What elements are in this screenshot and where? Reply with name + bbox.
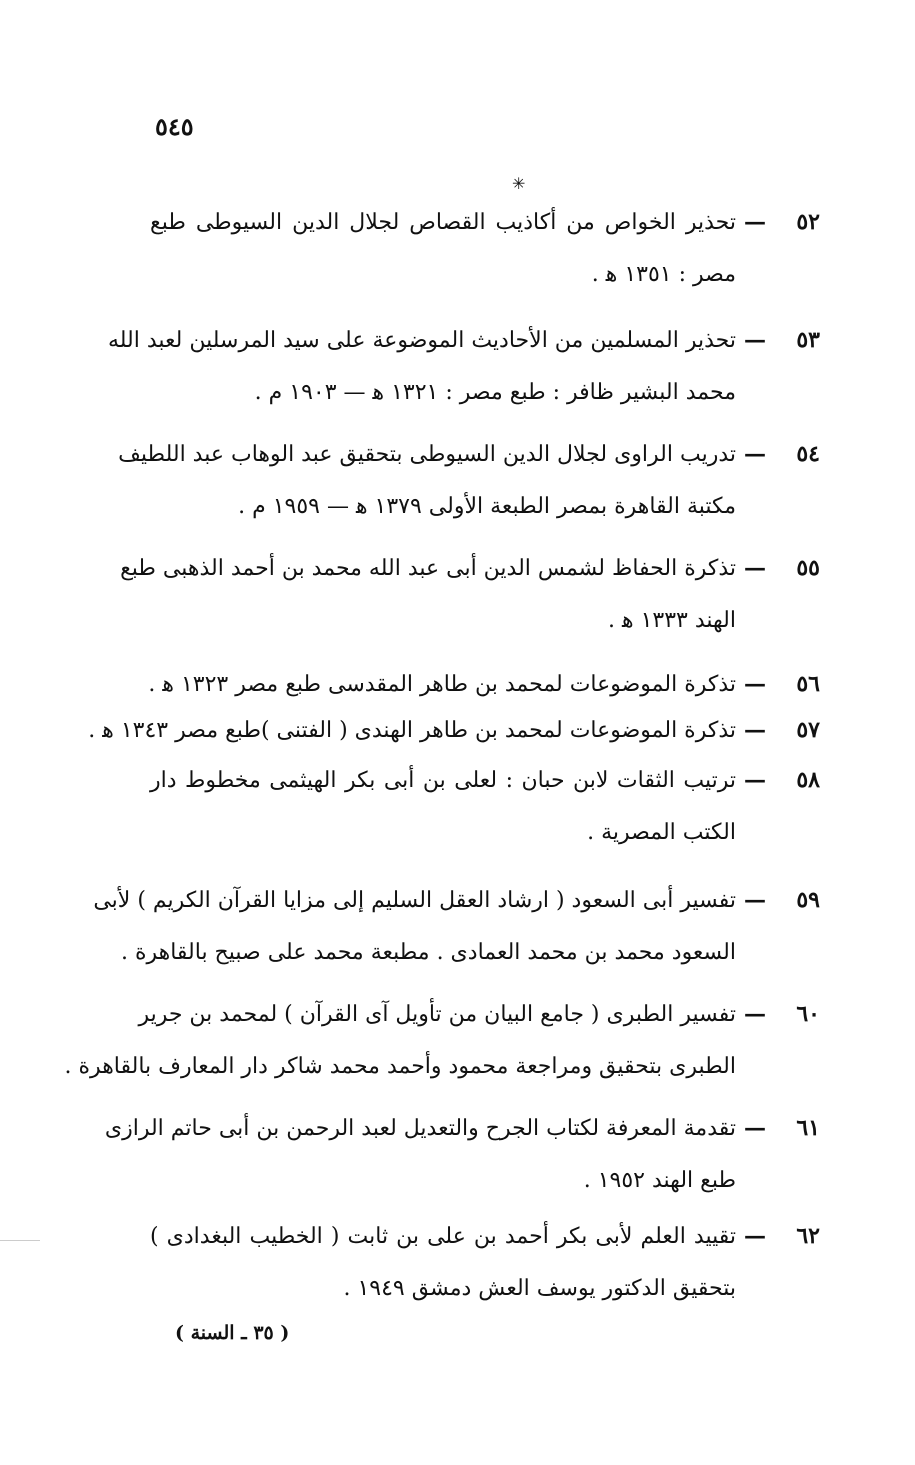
entry-text-line1: تذكرة الحفاظ لشمس الدين أبى عبد الله محمد بن أحمد الذهبى طبع [120,556,736,581]
page-number: ٥٤٥ [155,112,194,141]
entry-text-line2: محمد البشير ظافر : طبع مصر : ١٣٢١ ﻫ — ١٩٠٣ م . [254,380,736,405]
entry-number: ٥٧ [796,717,820,743]
bibliography-entry-53 [107,314,820,419]
entry-number: ٥٤ [796,441,820,467]
entry-text-line1: تقييد العلم لأبى بكر أحمد بن على بن ثابت ( الخطيب البغدادى ) [150,1224,736,1249]
bibliography-entry-58 [150,754,820,859]
entry-text-line1: تفسير أبى السعود ( ارشاد العقل السليم إلى مزايا القرآن الكريم ) لأبى [93,888,736,913]
bibliography-entry-60 [64,988,820,1093]
entry-text-line1: تذكرة الموضوعات لمحمد بن طاهر الهندى ( الفتنى )طبع مصر ١٣٤٣ ﻫ . [88,718,736,743]
entry-text-line2: مكتبة القاهرة بمصر الطبعة الأولى ١٣٧٩ ﻫ — ١٩٥٩ م . [238,494,736,519]
bibliography-entry-61 [104,1102,820,1207]
entry-dash: — [744,767,766,793]
entry-number: ٦٠ [796,1001,820,1027]
entry-number: ٥٥ [796,555,820,581]
scan-edge-mark [0,1240,40,1241]
bibliography-entry-54 [118,428,820,533]
entry-dash: — [744,671,766,697]
entry-dash: — [744,1001,766,1027]
bibliography-entry-52 [150,196,820,301]
entry-number: ٥٨ [796,767,820,793]
entry-dash: — [744,555,766,581]
bibliography-entry-59 [93,874,820,979]
entry-number: ٥٣ [796,327,820,353]
bibliography-entry-55 [120,542,820,647]
entry-text-line1: تدريب الراوى لجلال الدين السيوطى بتحقيق عبد الوهاب عبد اللطيف [118,442,736,467]
entry-number: ٥٢ [796,209,820,235]
entry-text-line1: تحذير الخواص من أكاذيب القصاص لجلال الدين السيوطى طبع [150,210,736,235]
entry-number: ٦٢ [796,1223,820,1249]
entry-text-line2: السعود محمد بن محمد العمادى . مطبعة محمد على صبيح بالقاهرة . [120,940,736,965]
footer-signature: ( ٣٥ ـ السنة ) [175,1322,290,1344]
entry-dash: — [744,1115,766,1141]
entry-text-line2: الهند ١٣٣٣ ﻫ . [608,608,736,633]
entry-dash: — [744,1223,766,1249]
bibliography-entry-62 [150,1210,820,1315]
ornament-mark: ✳ [512,174,526,193]
entry-text-line1: تقدمة المعرفة لكتاب الجرح والتعديل لعبد الرحمن بن أبى حاتم الرازى [104,1116,736,1141]
entry-dash: — [744,887,766,913]
entry-text-line2: مصر : ١٣٥١ ﻫ . [591,262,736,287]
bibliography-entry-57 [88,704,820,757]
entry-text-line1: تفسير الطبرى ( جامع البيان من تأويل آى القرآن ) لمحمد بن جرير [138,1002,736,1027]
entry-number: ٥٩ [796,887,820,913]
entry-text-line1: تذكرة الموضوعات لمحمد بن طاهر المقدسى طبع مصر ١٣٢٣ ﻫ . [148,672,736,697]
entry-dash: — [744,327,766,353]
entry-text-line2: طبع الهند ١٩٥٢ . [583,1168,736,1193]
entry-number: ٥٦ [796,671,820,697]
entry-text-line1: تحذير المسلمين من الأحاديث الموضوعة على سيد المرسلين لعبد الله [107,328,736,353]
entry-text-line2: الكتب المصرية . [587,820,736,845]
entry-dash: — [744,441,766,467]
entry-dash: — [744,717,766,743]
entry-text-line2: بتحقيق الدكتور يوسف العش دمشق ١٩٤٩ . [343,1276,736,1301]
entry-text-line2: الطبرى بتحقيق ومراجعة محمود وأحمد محمد شاكر دار المعارف بالقاهرة . [64,1054,736,1079]
entry-number: ٦١ [796,1115,820,1141]
entry-dash: — [744,209,766,235]
entry-text-line1: ترتيب الثقات لابن حبان : لعلى بن أبى بكر الهيثمى مخطوط دار [150,768,736,793]
